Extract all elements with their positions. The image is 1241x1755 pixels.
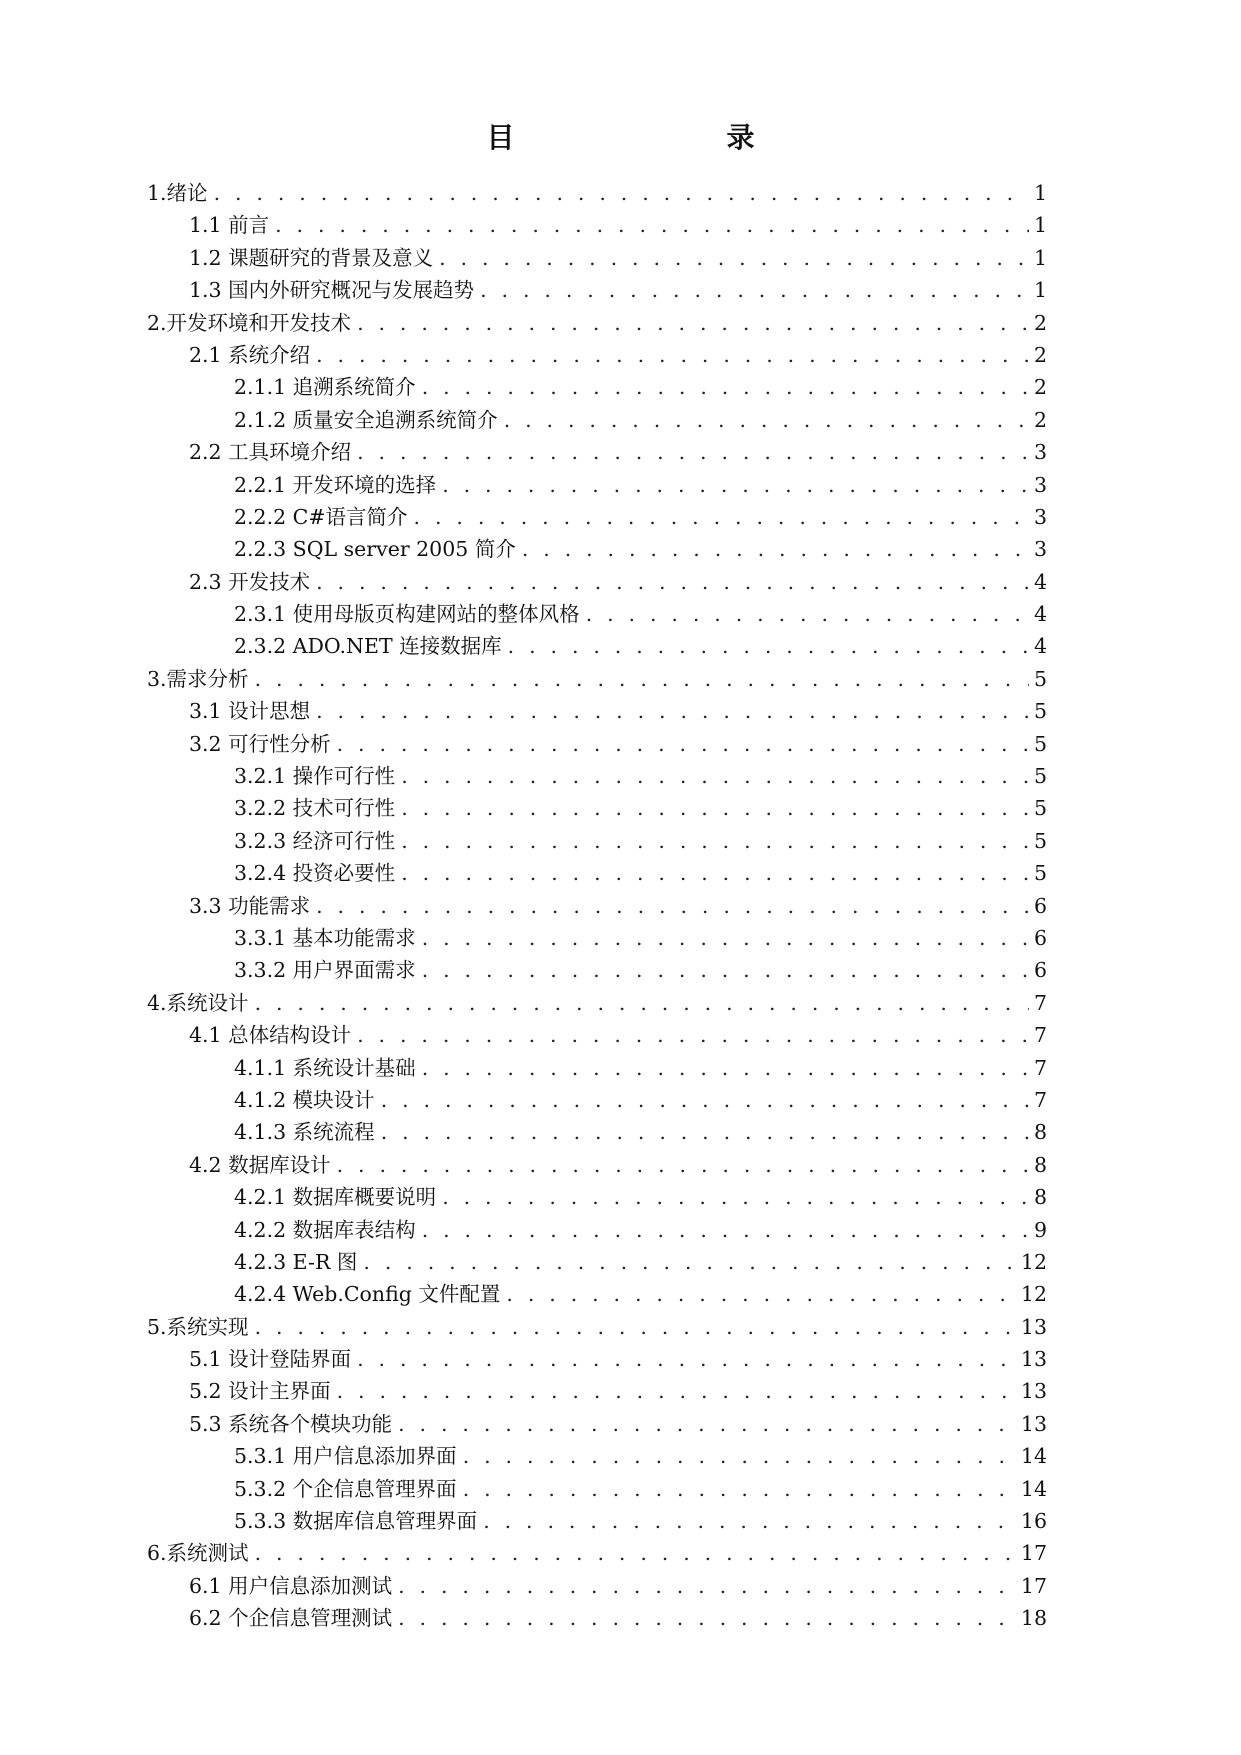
toc-entry-page-number: 5: [1033, 828, 1047, 853]
toc-entry-label: 3.2.4 投资必要性: [234, 861, 396, 886]
toc-entry-label: 5.3 系统各个模块功能: [189, 1411, 393, 1436]
toc-entry-page-number: 3: [1033, 504, 1047, 529]
dot-leader: [522, 533, 1029, 565]
toc-entry-page-number: 3: [1033, 472, 1047, 497]
toc-entry: [147, 987, 1047, 1019]
dot-leader: [401, 792, 1029, 824]
toc-entry: [147, 728, 1047, 760]
dot-leader: [398, 1570, 1017, 1602]
toc-entry: [147, 209, 1047, 241]
toc-entry-label: 5.3.2 个企信息管理界面: [234, 1476, 457, 1501]
toc-entry: [147, 339, 1047, 371]
toc-entry: [147, 922, 1047, 954]
toc-entry-page-number: 1: [1033, 181, 1047, 205]
dot-leader: [357, 436, 1029, 468]
dot-leader: [504, 404, 1029, 436]
toc-entry-page-number: 5: [1033, 666, 1047, 691]
toc-entry-page-number: 6: [1033, 925, 1047, 950]
toc-entry-label: 4.2.4 Web.Config 文件配置: [234, 1282, 501, 1307]
toc-entry: [147, 469, 1047, 501]
toc-entry: [147, 1602, 1047, 1634]
toc-entry: [147, 1278, 1047, 1310]
toc-entry: [147, 371, 1047, 403]
toc-entry-page-number: 13: [1020, 1411, 1047, 1436]
dot-leader: [214, 177, 1029, 209]
toc-entry-page-number: 14: [1020, 1444, 1047, 1469]
dot-leader: [401, 857, 1029, 889]
dot-leader: [439, 242, 1029, 274]
toc-entry-page-number: 2: [1033, 375, 1047, 400]
toc-entry-label: 6.系统测试: [147, 1541, 249, 1566]
toc-entry-label: 2.开发环境和开发技术: [147, 310, 352, 335]
toc-entry-page-number: 18: [1020, 1606, 1047, 1631]
toc-entry-label: 4.1.1 系统设计基础: [234, 1055, 416, 1080]
toc-entry: [147, 1440, 1047, 1472]
toc-entry-label: 3.2 可行性分析: [189, 731, 331, 756]
toc-entry: [147, 1246, 1047, 1278]
toc-entry: [147, 663, 1047, 695]
toc-entry-page-number: 4: [1033, 634, 1047, 659]
dot-leader: [442, 469, 1029, 501]
toc-entry: [147, 857, 1047, 889]
toc-entry: [147, 1343, 1047, 1375]
toc-entry: [147, 954, 1047, 986]
toc-entry-label: 2.2.2 C#语言简介: [234, 504, 408, 529]
toc-entry-page-number: 14: [1020, 1476, 1047, 1501]
toc-entry: [147, 274, 1047, 306]
toc-entry-page-number: 5: [1033, 861, 1047, 886]
dot-leader: [357, 307, 1029, 339]
toc-entry-label: 4.1 总体结构设计: [189, 1023, 352, 1048]
toc-entry-page-number: 1: [1033, 245, 1047, 270]
toc-entry-label: 2.2.1 开发环境的选择: [234, 472, 437, 497]
toc-entry: [147, 533, 1047, 565]
toc-entry: [147, 1505, 1047, 1537]
toc-entry: [147, 1149, 1047, 1181]
toc-entry-label: 4.2.3 E-R 图: [234, 1249, 358, 1274]
dot-leader: [337, 1375, 1017, 1407]
toc-entry-page-number: 7: [1033, 1055, 1047, 1080]
toc-entry: [147, 598, 1047, 630]
toc-entry-label: 3.2.1 操作可行性: [234, 764, 396, 789]
toc-entry-label: 5.系统实现: [147, 1314, 249, 1339]
toc-entry-page-number: 13: [1020, 1379, 1047, 1404]
toc-entry-label: 2.3 开发技术: [189, 569, 311, 594]
dot-leader: [337, 1149, 1029, 1181]
toc-entry-page-number: 12: [1020, 1249, 1047, 1274]
toc-entry-page-number: 5: [1033, 764, 1047, 789]
dot-leader: [480, 274, 1029, 306]
toc-entry: [147, 1570, 1047, 1602]
toc-entry: [147, 1473, 1047, 1505]
toc-entry-label: 4.2 数据库设计: [189, 1152, 331, 1177]
toc-entry-page-number: 4: [1033, 569, 1047, 594]
toc-entry-page-number: 5: [1033, 796, 1047, 821]
toc-entry-page-number: 13: [1020, 1347, 1047, 1372]
toc-entry: [147, 177, 1047, 209]
toc-entry-page-number: 17: [1020, 1541, 1047, 1566]
toc-entry-page-number: 3: [1033, 440, 1047, 465]
dot-leader: [255, 1537, 1017, 1569]
toc-entry: [147, 1019, 1047, 1051]
toc-entry-label: 2.3.1 使用母版页构建网站的整体风格: [234, 602, 580, 627]
toc-entry-page-number: 6: [1033, 958, 1047, 983]
toc-entry-page-number: 4: [1033, 602, 1047, 627]
toc-entry-label: 4.2.2 数据库表结构: [234, 1217, 416, 1242]
dot-leader: [463, 1440, 1017, 1472]
toc-entry: [147, 792, 1047, 824]
dot-leader: [401, 760, 1029, 792]
toc-entry-label: 1.3 国内外研究概况与发展趋势: [189, 278, 475, 303]
dot-leader: [357, 1343, 1017, 1375]
toc-entry: [147, 1116, 1047, 1148]
toc-entry-label: 5.3.3 数据库信息管理界面: [234, 1509, 478, 1534]
toc-entry-label: 3.2.3 经济可行性: [234, 828, 396, 853]
toc-entry: [147, 695, 1047, 727]
toc-entry: [147, 825, 1047, 857]
toc-entry-label: 6.2 个企信息管理测试: [189, 1606, 393, 1631]
dot-leader: [316, 339, 1029, 371]
toc-entry-page-number: 3: [1033, 537, 1047, 562]
toc-entry-page-number: 16: [1020, 1509, 1047, 1534]
toc-entry: [147, 242, 1047, 274]
toc-entry-page-number: 8: [1033, 1185, 1047, 1210]
toc-entry-label: 3.3.1 基本功能需求: [234, 925, 416, 950]
toc-entry-label: 3.需求分析: [147, 666, 249, 691]
toc-entry-label: 4.1.3 系统流程: [234, 1120, 375, 1145]
toc-entry-page-number: 2: [1033, 310, 1047, 335]
toc-entry-label: 1.1 前言: [189, 213, 270, 238]
toc-entry-label: 2.1.1 追溯系统简介: [234, 375, 416, 400]
dot-leader: [337, 728, 1029, 760]
toc-entry: [147, 436, 1047, 468]
dot-leader: [483, 1505, 1017, 1537]
toc-entry-label: 4.2.1 数据库概要说明: [234, 1185, 437, 1210]
dot-leader: [255, 987, 1029, 1019]
dot-leader: [398, 1602, 1017, 1634]
dot-leader: [422, 922, 1029, 954]
dot-leader: [422, 1214, 1029, 1246]
dot-leader: [363, 1246, 1017, 1278]
toc-title: 目 录: [486, 121, 807, 154]
toc-entry-label: 5.3.1 用户信息添加界面: [234, 1444, 457, 1469]
dot-leader: [255, 1311, 1017, 1343]
toc-entry: [147, 501, 1047, 533]
toc-entry-page-number: 1: [1033, 278, 1047, 303]
toc-entry: [147, 1311, 1047, 1343]
dot-leader: [508, 630, 1029, 662]
toc-entry: [147, 760, 1047, 792]
dot-leader: [316, 566, 1029, 598]
toc-entry: [147, 404, 1047, 436]
toc-entry-page-number: 5: [1033, 699, 1047, 724]
dot-leader: [357, 1019, 1029, 1051]
toc-entry-label: 3.3 功能需求: [189, 893, 311, 918]
toc-entry-label: 5.1 设计登陆界面: [189, 1347, 352, 1372]
toc-entry-page-number: 5: [1033, 731, 1047, 756]
toc-entry-label: 5.2 设计主界面: [189, 1379, 331, 1404]
toc-entry-page-number: 8: [1033, 1120, 1047, 1145]
toc-entry-page-number: 8: [1033, 1152, 1047, 1177]
toc-entry: [147, 1052, 1047, 1084]
dot-leader: [414, 501, 1029, 533]
dot-leader: [255, 663, 1029, 695]
toc-entry-label: 3.1 设计思想: [189, 699, 311, 724]
toc-entry-page-number: 2: [1033, 342, 1047, 367]
toc-entry: [147, 1375, 1047, 1407]
toc-entry-label: 2.2 工具环境介绍: [189, 440, 352, 465]
toc-entry-label: 6.1 用户信息添加测试: [189, 1573, 393, 1598]
toc-entry: [147, 566, 1047, 598]
dot-leader: [586, 598, 1029, 630]
dot-leader: [463, 1473, 1017, 1505]
toc-entry-page-number: 7: [1033, 990, 1047, 1015]
dot-leader: [506, 1278, 1017, 1310]
toc-entry: [147, 1181, 1047, 1213]
table-of-contents: [147, 177, 1047, 1635]
dot-leader: [422, 954, 1029, 986]
toc-entry: [147, 307, 1047, 339]
toc-entry-page-number: 12: [1020, 1282, 1047, 1307]
dot-leader: [422, 371, 1029, 403]
dot-leader: [381, 1116, 1029, 1148]
dot-leader: [401, 825, 1029, 857]
toc-entry-label: 1.绪论: [147, 181, 208, 205]
dot-leader: [275, 209, 1029, 241]
dot-leader: [316, 695, 1029, 727]
dot-leader: [442, 1181, 1029, 1213]
toc-entry: [147, 1214, 1047, 1246]
toc-entry-page-number: 6: [1033, 893, 1047, 918]
toc-entry-page-number: 7: [1033, 1087, 1047, 1112]
toc-entry-label: 3.2.2 技术可行性: [234, 796, 396, 821]
dot-leader: [398, 1408, 1017, 1440]
toc-entry-page-number: 9: [1033, 1217, 1047, 1242]
dot-leader: [422, 1052, 1029, 1084]
toc-entry-label: 2.3.2 ADO.NET 连接数据库: [234, 634, 502, 659]
toc-entry: [147, 1537, 1047, 1569]
toc-entry-page-number: 17: [1020, 1573, 1047, 1598]
toc-entry-label: 2.1.2 质量安全追溯系统简介: [234, 407, 498, 432]
toc-entry: [147, 890, 1047, 922]
toc-entry: [147, 1084, 1047, 1116]
toc-entry-label: 4.1.2 模块设计: [234, 1087, 375, 1112]
toc-entry-page-number: 1: [1033, 213, 1047, 238]
toc-entry-page-number: 7: [1033, 1023, 1047, 1048]
toc-entry-label: 2.2.3 SQL server 2005 简介: [234, 537, 516, 562]
toc-entry-label: 1.2 课题研究的背景及意义: [189, 245, 434, 270]
toc-entry-page-number: 13: [1020, 1314, 1047, 1339]
toc-entry-page-number: 2: [1033, 407, 1047, 432]
dot-leader: [381, 1084, 1029, 1116]
toc-entry-label: 2.1 系统介绍: [189, 342, 311, 367]
toc-entry: [147, 1408, 1047, 1440]
dot-leader: [316, 890, 1029, 922]
toc-entry-label: 4.系统设计: [147, 990, 249, 1015]
toc-entry-label: 3.3.2 用户界面需求: [234, 958, 416, 983]
toc-entry: [147, 630, 1047, 662]
